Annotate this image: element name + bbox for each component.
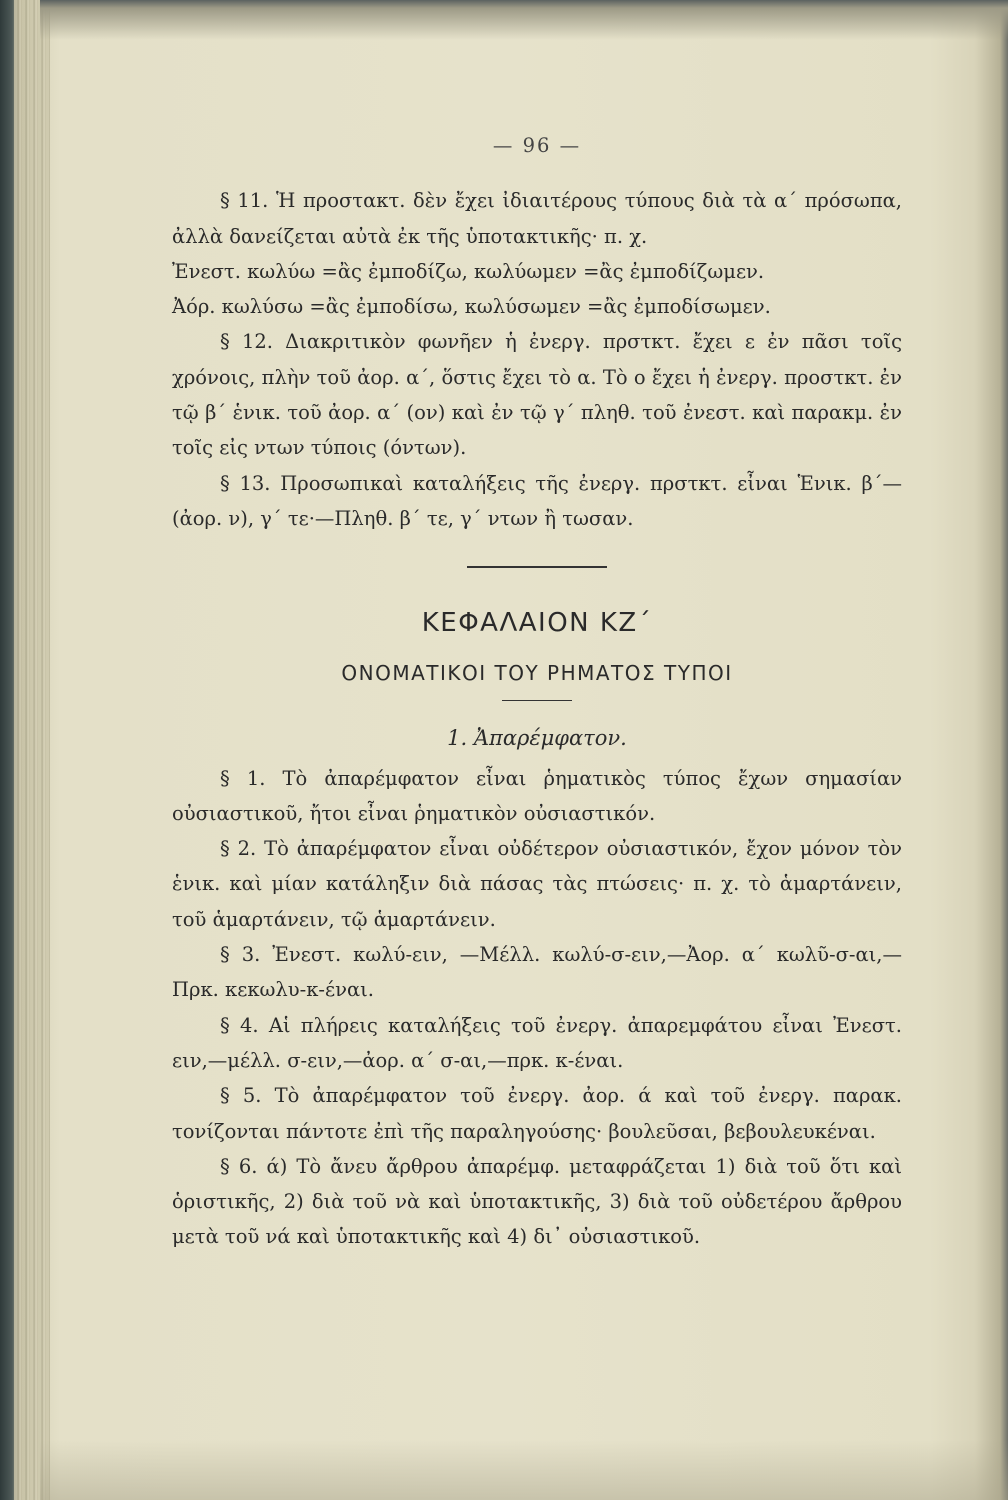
paragraph-5: § 5. Τὸ ἀπαρέμφατον τοῦ ἐνεργ. ἀορ. ά καὶ τοῦ ἐνεργ. παρακ. τονίζονται πάντοτε ἐπὶ τῆς παραληγούσης· βουλεῦσαι, βεβουλευκέναι.	[172, 1084, 902, 1143]
paragraph-12: § 12. Διακριτικὸν φωνῆεν ἡ ἐνεργ. πρστκτ. ἔχει ε ἐν πᾶσι τοῖς χρόνοις, πλὴν τοῦ ἀορ. α΄, ὅστις ἔχει τὸ α. Τὸ ο ἔχει ἡ ἐνεργ. προστκτ. ἐν τῷ β΄ ἑνικ. τοῦ ἀορ. α΄ (ον) καὶ ἐν τῷ γ΄ πληθ. τοῦ ἐνεστ. καὶ παρακμ. ἐν τοῖς εἰς ντων τύποις (όντων).	[172, 330, 902, 460]
divider-rule-short	[502, 700, 572, 702]
chapter-title: ΚΕΦΑΛΑΙΟΝ ΚΖ΄	[421, 607, 653, 638]
page-content	[172, 128, 902, 1255]
paragraph-13: § 13. Προσωπικαὶ καταλήξεις τῆς ἐνεργ. πρστκτ. εἶναι Ἑνικ. β΄—(ἀορ. ν), γ΄ τε·—Πληθ. β΄ τε, γ΄ ντων ἢ τωσαν.	[172, 471, 902, 530]
paragraph-11-example-2: Ἀόρ. κωλύσω =ἂς ἐμποδίσω, κωλύσωμεν =ἂς ἐμποδίσωμεν.	[172, 295, 771, 319]
paragraph-3: § 3. Ἐνεστ. κωλύ-ειν, —Μέλλ. κωλύ-σ-ειν,—Ἀορ. α΄ κωλῦ-σ-αι,—Πρκ. κεκωλυ-κ-έναι.	[172, 943, 902, 1002]
chapter-subtitle: ΟΝΟΜΑΤΙΚΟΙ ΤΟΥ ΡΗΜΑΤΟΣ ΤΥΠΟΙ	[341, 660, 733, 685]
page-edges	[14, 0, 50, 1500]
paragraph-11: § 11. Ἡ προστακτ. δὲν ἔχει ἰδιαιτέρους τύπους διὰ τὰ α΄ πρόσωπα, ἀλλὰ δανείζεται αὐτὰ ἐκ τῆς ὑποτακτικῆς· π. χ.	[172, 189, 902, 248]
page-number: — 96 —	[492, 134, 582, 157]
bottom-shade	[40, 1440, 1008, 1500]
paragraph-1: § 1. Τὸ ἀπαρέμφατον εἶναι ῥηματικὸς τύπος ἔχων σημασίαν οὐσιαστικοῦ, ἤτοι εἶναι ῥηματικὸν οὐσιαστικόν.	[172, 766, 902, 825]
top-shadow	[40, 0, 1008, 40]
section-title: 1. Ἀπαρέμφατον.	[447, 726, 627, 751]
paragraph-4: § 4. Αἱ πλήρεις καταλήξεις τοῦ ἐνεργ. ἀπαρεμφάτου εἶναι Ἐνεστ. ειν,—μέλλ. σ-ειν,—ἀορ. α΄ σ-αι,—πρκ. κ-έναι.	[172, 1013, 902, 1072]
paragraph-11-example-1: Ἐνεστ. κωλύω =ἂς ἐμποδίζω, κωλύωμεν =ἂς ἐμποδίζωμεν.	[172, 259, 765, 283]
paragraph-2: § 2. Τὸ ἀπαρέμφατον εἶναι οὐδέτερον οὐσιαστικόν, ἔχον μόνον τὸν ἑνικ. καὶ μίαν κατάληξιν διὰ πάσας τὰς πτώσεις· π. χ. τὸ ἁμαρτάνειν, τοῦ ἁμαρτάνειν, τῷ ἁμαρτάνειν.	[172, 837, 902, 931]
divider-rule	[467, 566, 607, 568]
paragraph-6: § 6. ά) Τὸ ἄνευ ἄρθρου ἀπαρέμφ. μεταφράζεται 1) διὰ τοῦ ὅτι καὶ ὁριστικῆς, 2) διὰ τοῦ νὰ καὶ ὑποτακτικῆς, 3) διὰ τοῦ οὐδετέρου ἄρθρου μετὰ τοῦ νά καὶ ὑποτακτικῆς καὶ 4) δι᾽ οὐσιαστικοῦ.	[172, 1154, 902, 1249]
